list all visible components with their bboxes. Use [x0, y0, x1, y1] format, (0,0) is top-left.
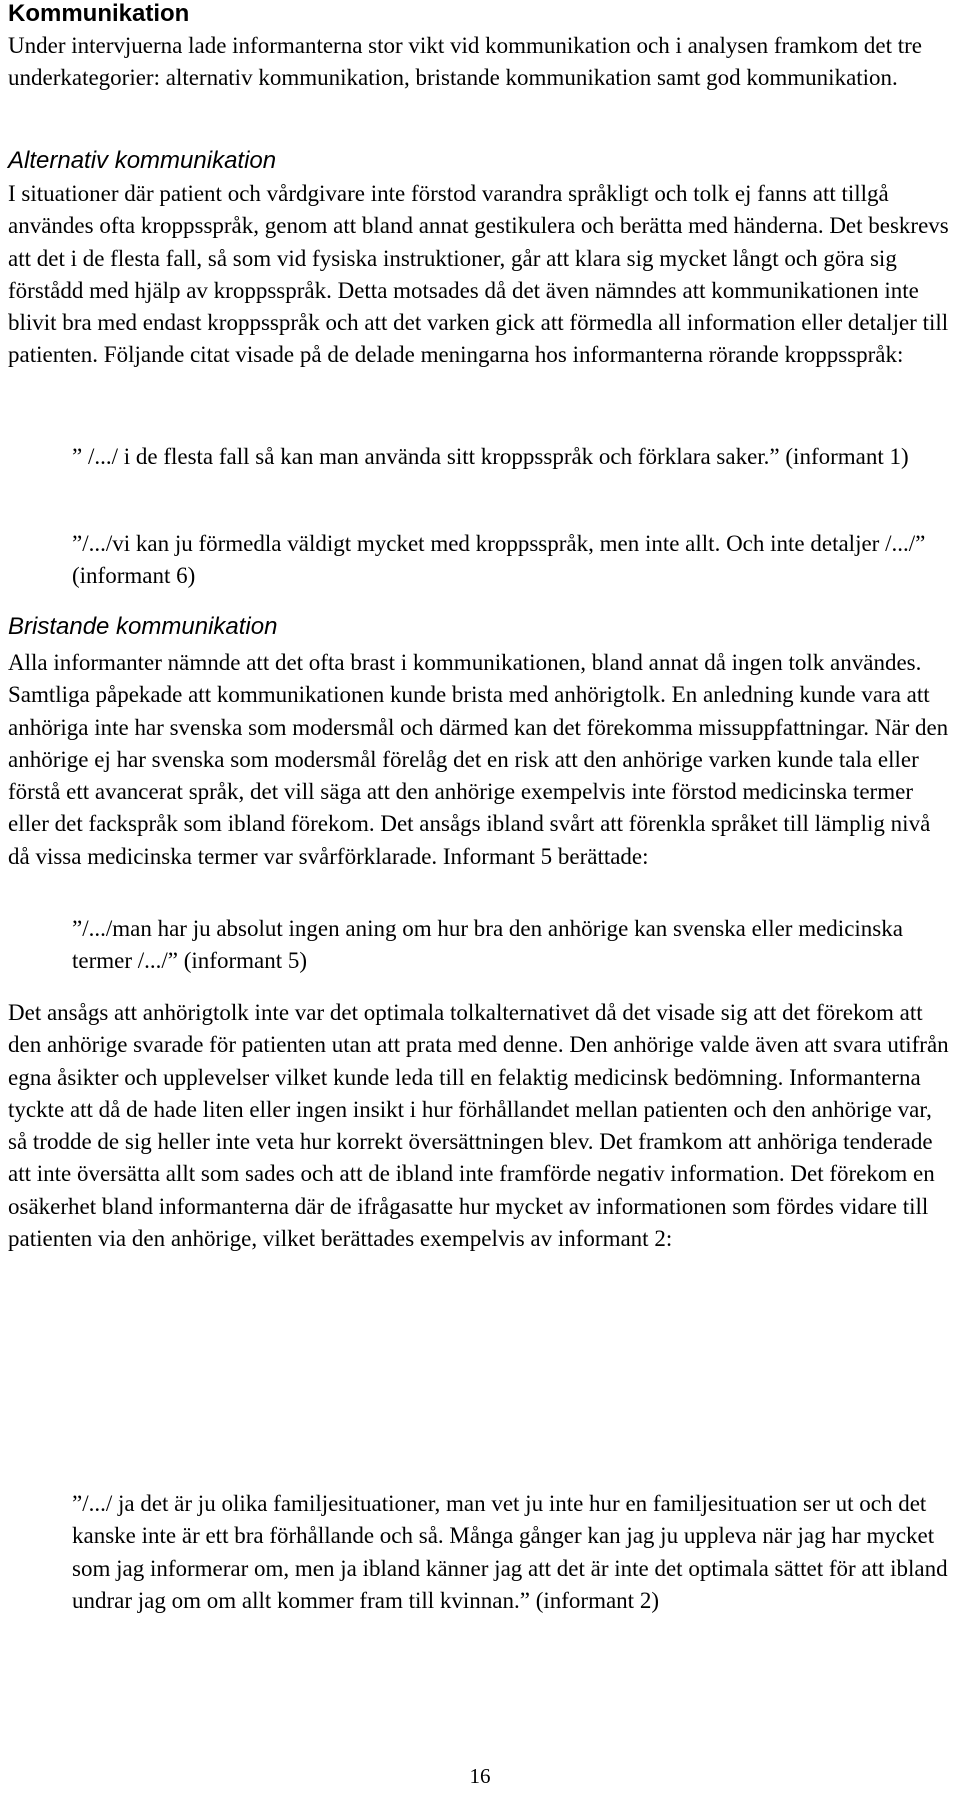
- page-number: 16: [469, 1764, 491, 1788]
- quote-informant-5: ”/.../man har ju absolut ingen aning om hur bra den anhörige kan svenska eller medicinska termer /.../” (informant 5): [72, 916, 903, 974]
- paragraph-bristande-1: Alla informanter nämnde att det ofta brast i kommunikationen, bland annat då ingen tolk användes. Samtliga påpekade att kommunikationen kunde brista med anhörigtolk. En anledning kunde vara att anhöriga inte har svenska som modersmål och därmed kan det förekomma missuppfattningar. När den anhörige ej har svenska som modersmål förelåg det en risk att den anhörige varken kunde tala eller förstå ett avancerat språk, det vill säga att den anhörige exempelvis inte förstod medicinska termer eller det fackspråk som ibland förekom. Det ansågs ibland svårt att förenkla språket till lämplig nivå då vissa medicinska termer var svårförklarade. Informant 5 berättade:: [8, 650, 949, 869]
- intro-paragraph: Under intervjuerna lade informanterna stor vikt vid kommunikation och i analysen framkom det tre underkategorier: alternativ kommunikation, bristande kommunikation samt god kommunikation.: [8, 33, 922, 91]
- section-heading: Kommunikation: [8, 0, 190, 27]
- subheading-bristande: Bristande kommunikation: [8, 613, 278, 640]
- quote-informant-1: ” /.../ i de flesta fall så kan man använda sitt kroppsspråk och förklara saker.” (informant 1): [72, 444, 909, 469]
- quote-informant-6: ”/.../vi kan ju förmedla väldigt mycket med kroppsspråk, men inte allt. Och inte detaljer /.../” (informant 6): [72, 531, 926, 589]
- paragraph-alternativ: I situationer där patient och vårdgivare inte förstod varandra språkligt och tolk ej fanns att tillgå användes ofta kroppsspråk, genom att bland annat gestikulera och berätta med händerna. Det beskrevs att det i de flesta fall, så som vid fysiska instruktioner, går att klara sig mycket långt och göra sig förstådd med hjälp av kroppsspråk. Detta motsades då det även nämndes att kommunikationen inte blivit bra med endast kroppsspråk och att det varken gick att förmedla all information eller detaljer till patienten. Följande citat visade på de delade meningarna hos informanterna rörande kroppsspråk:: [8, 181, 949, 368]
- quote-informant-2: ”/.../ ja det är ju olika familjesituationer, man vet ju inte hur en familjesituation ser ut och det kanske inte är ett bra förhållande och så. Många gånger kan jag ju uppleva när jag har mycket som jag informerar om, men ja ibland känner jag att det är inte det optimala sättet för att ibland undrar jag om om allt kommer fram till kvinnan.” (informant 2): [72, 1491, 948, 1613]
- subheading-alternativ: Alternativ kommunikation: [8, 147, 277, 174]
- paragraph-bristande-2: Det ansågs att anhörigtolk inte var det optimala tolkalternativet då det visade sig att det förekom att den anhörige svarade för patienten utan att prata med denne. Den anhörige valde även att svara utifrån egna åsikter och upplevelser vilket kunde leda till en felaktig medicinsk bedömning. Informanterna tyckte att då de hade liten eller ingen insikt i hur förhållandet mellan patienten och den anhörige var, så trodde de sig heller inte veta hur korrekt översättningen blev. Det framkom att anhöriga tenderade att inte översätta allt som sades och att de ibland inte framförde negativ information. Det förekom en osäkerhet bland informanterna där de ifrågasatte hur mycket av informationen som fördes vidare till patienten via den anhörige, vilket berättades exempelvis av informant 2:: [8, 1000, 949, 1252]
